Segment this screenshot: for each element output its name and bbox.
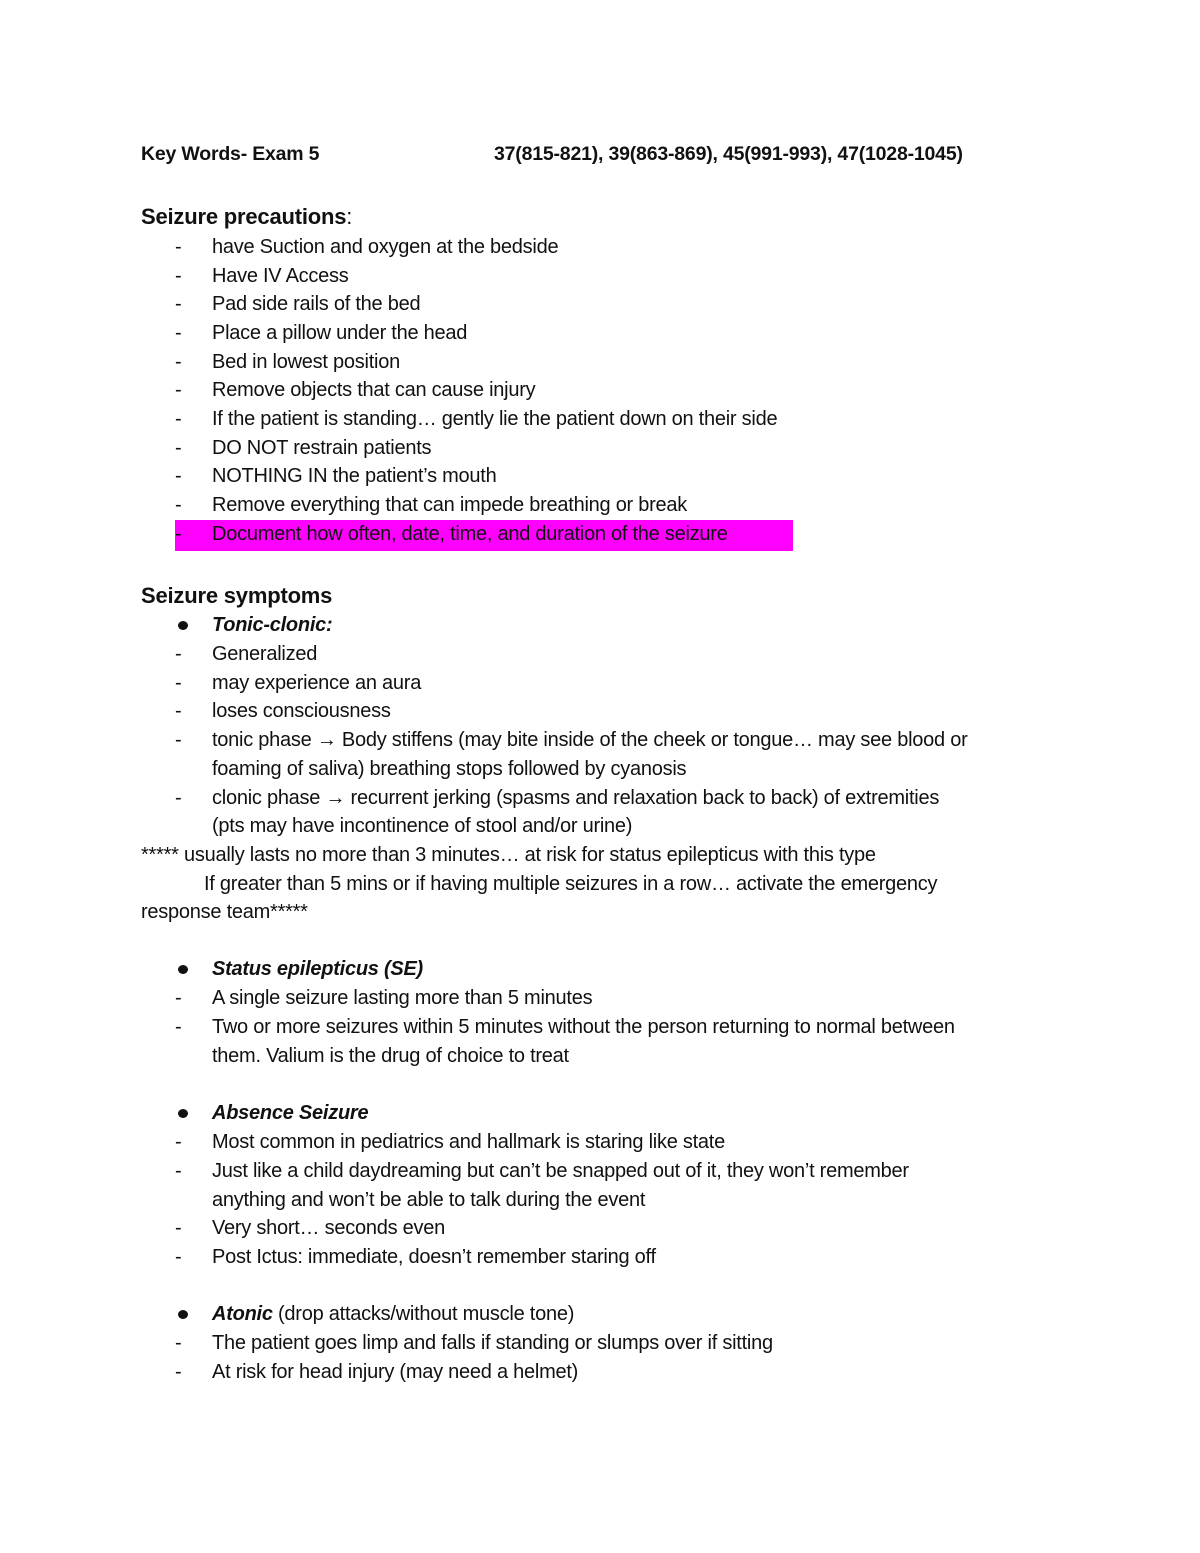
- bullet-dot-icon: [178, 1310, 188, 1319]
- bullet-dot-icon: [178, 621, 188, 630]
- bullet-dot-icon: [178, 965, 188, 974]
- page-header: [141, 143, 1041, 169]
- bullet-dot-icon: [178, 1109, 188, 1118]
- symptom-item-continuation: anything and won’t be able to talk during the event: [212, 1189, 646, 1211]
- symptom-item-continuation: them. Valium is the drug of choice to treat: [212, 1045, 569, 1067]
- tonic-clonic-note: If greater than 5 mins or if having multiple seizures in a row… activate the emergency: [204, 873, 938, 895]
- header-chapter-refs: 37(815-821), 39(863-869), 45(991-993), 47(1028-1045): [494, 143, 963, 165]
- section-title-precautions: Seizure precautions:: [141, 204, 353, 229]
- symptom-item-continuation: (pts may have incontinence of stool and/or urine): [212, 815, 633, 837]
- document-page: Key Words- Exam 5 37(815-821), 39(863-869), 45(991-993), 47(1028-1045) Seizure precautions: - have Suction and oxygen at the bedside - Have IV Access - Pad side rails of the bed - Place a pillow under the head - Bed in lowest position - Remove objects that can cause injury - If the patient is standing… gently lie the patient down on their side - DO NOT restrain patients - NOTHING IN the patient’s mouth - Remove everything that can impede breathing or break - Document how often, date, time, and duration of the seizure Seizure symptoms Tonic-clonic: - Generalized - may experience an aura - loses consciousness - tonic phase → Body stiffens (may bite inside of the cheek or tongue… may see blood or foaming of saliva) breathing stops followed by cyanosis - clonic phase → recurrent jerking (spasms and relaxation back to back) of extremities (pts may have incontinence of stool and/or urine) ***** usually lasts no more than 3 minutes… at risk for status epilepticus with this type If greater than 5 mins or if having multiple seizures in a row… activate the emergency response team***** Status epilepticus (SE) - A single seizure lasting more than 5 minutes - Two or more seizures within 5 minutes without the person returning to normal between them. Valium is the drug of choice to treat Absence Seizure - Most common in pediatrics and hallmark is staring like state - Just like a child daydreaming but can’t be snapped out of it, they won’t remember anything and won’t be able to talk during the event - Very short… seconds even - Post Ictus: immediate, doesn’t remember staring off Atonic (drop attacks/without muscle tone) - The patient goes limp and falls if standing or slumps over if sitting - At risk for head injury (may need a helmet): [0, 0, 1200, 1553]
- header-title: Key Words- Exam 5: [141, 143, 320, 165]
- tonic-clonic-note: response team*****: [141, 901, 308, 923]
- tonic-clonic-note: ***** usually lasts no more than 3 minutes… at risk for status epilepticus with this type: [141, 844, 876, 866]
- symptom-item-continuation: foaming of saliva) breathing stops followed by cyanosis: [212, 758, 687, 780]
- section-title-symptoms: Seizure symptoms: [141, 583, 333, 608]
